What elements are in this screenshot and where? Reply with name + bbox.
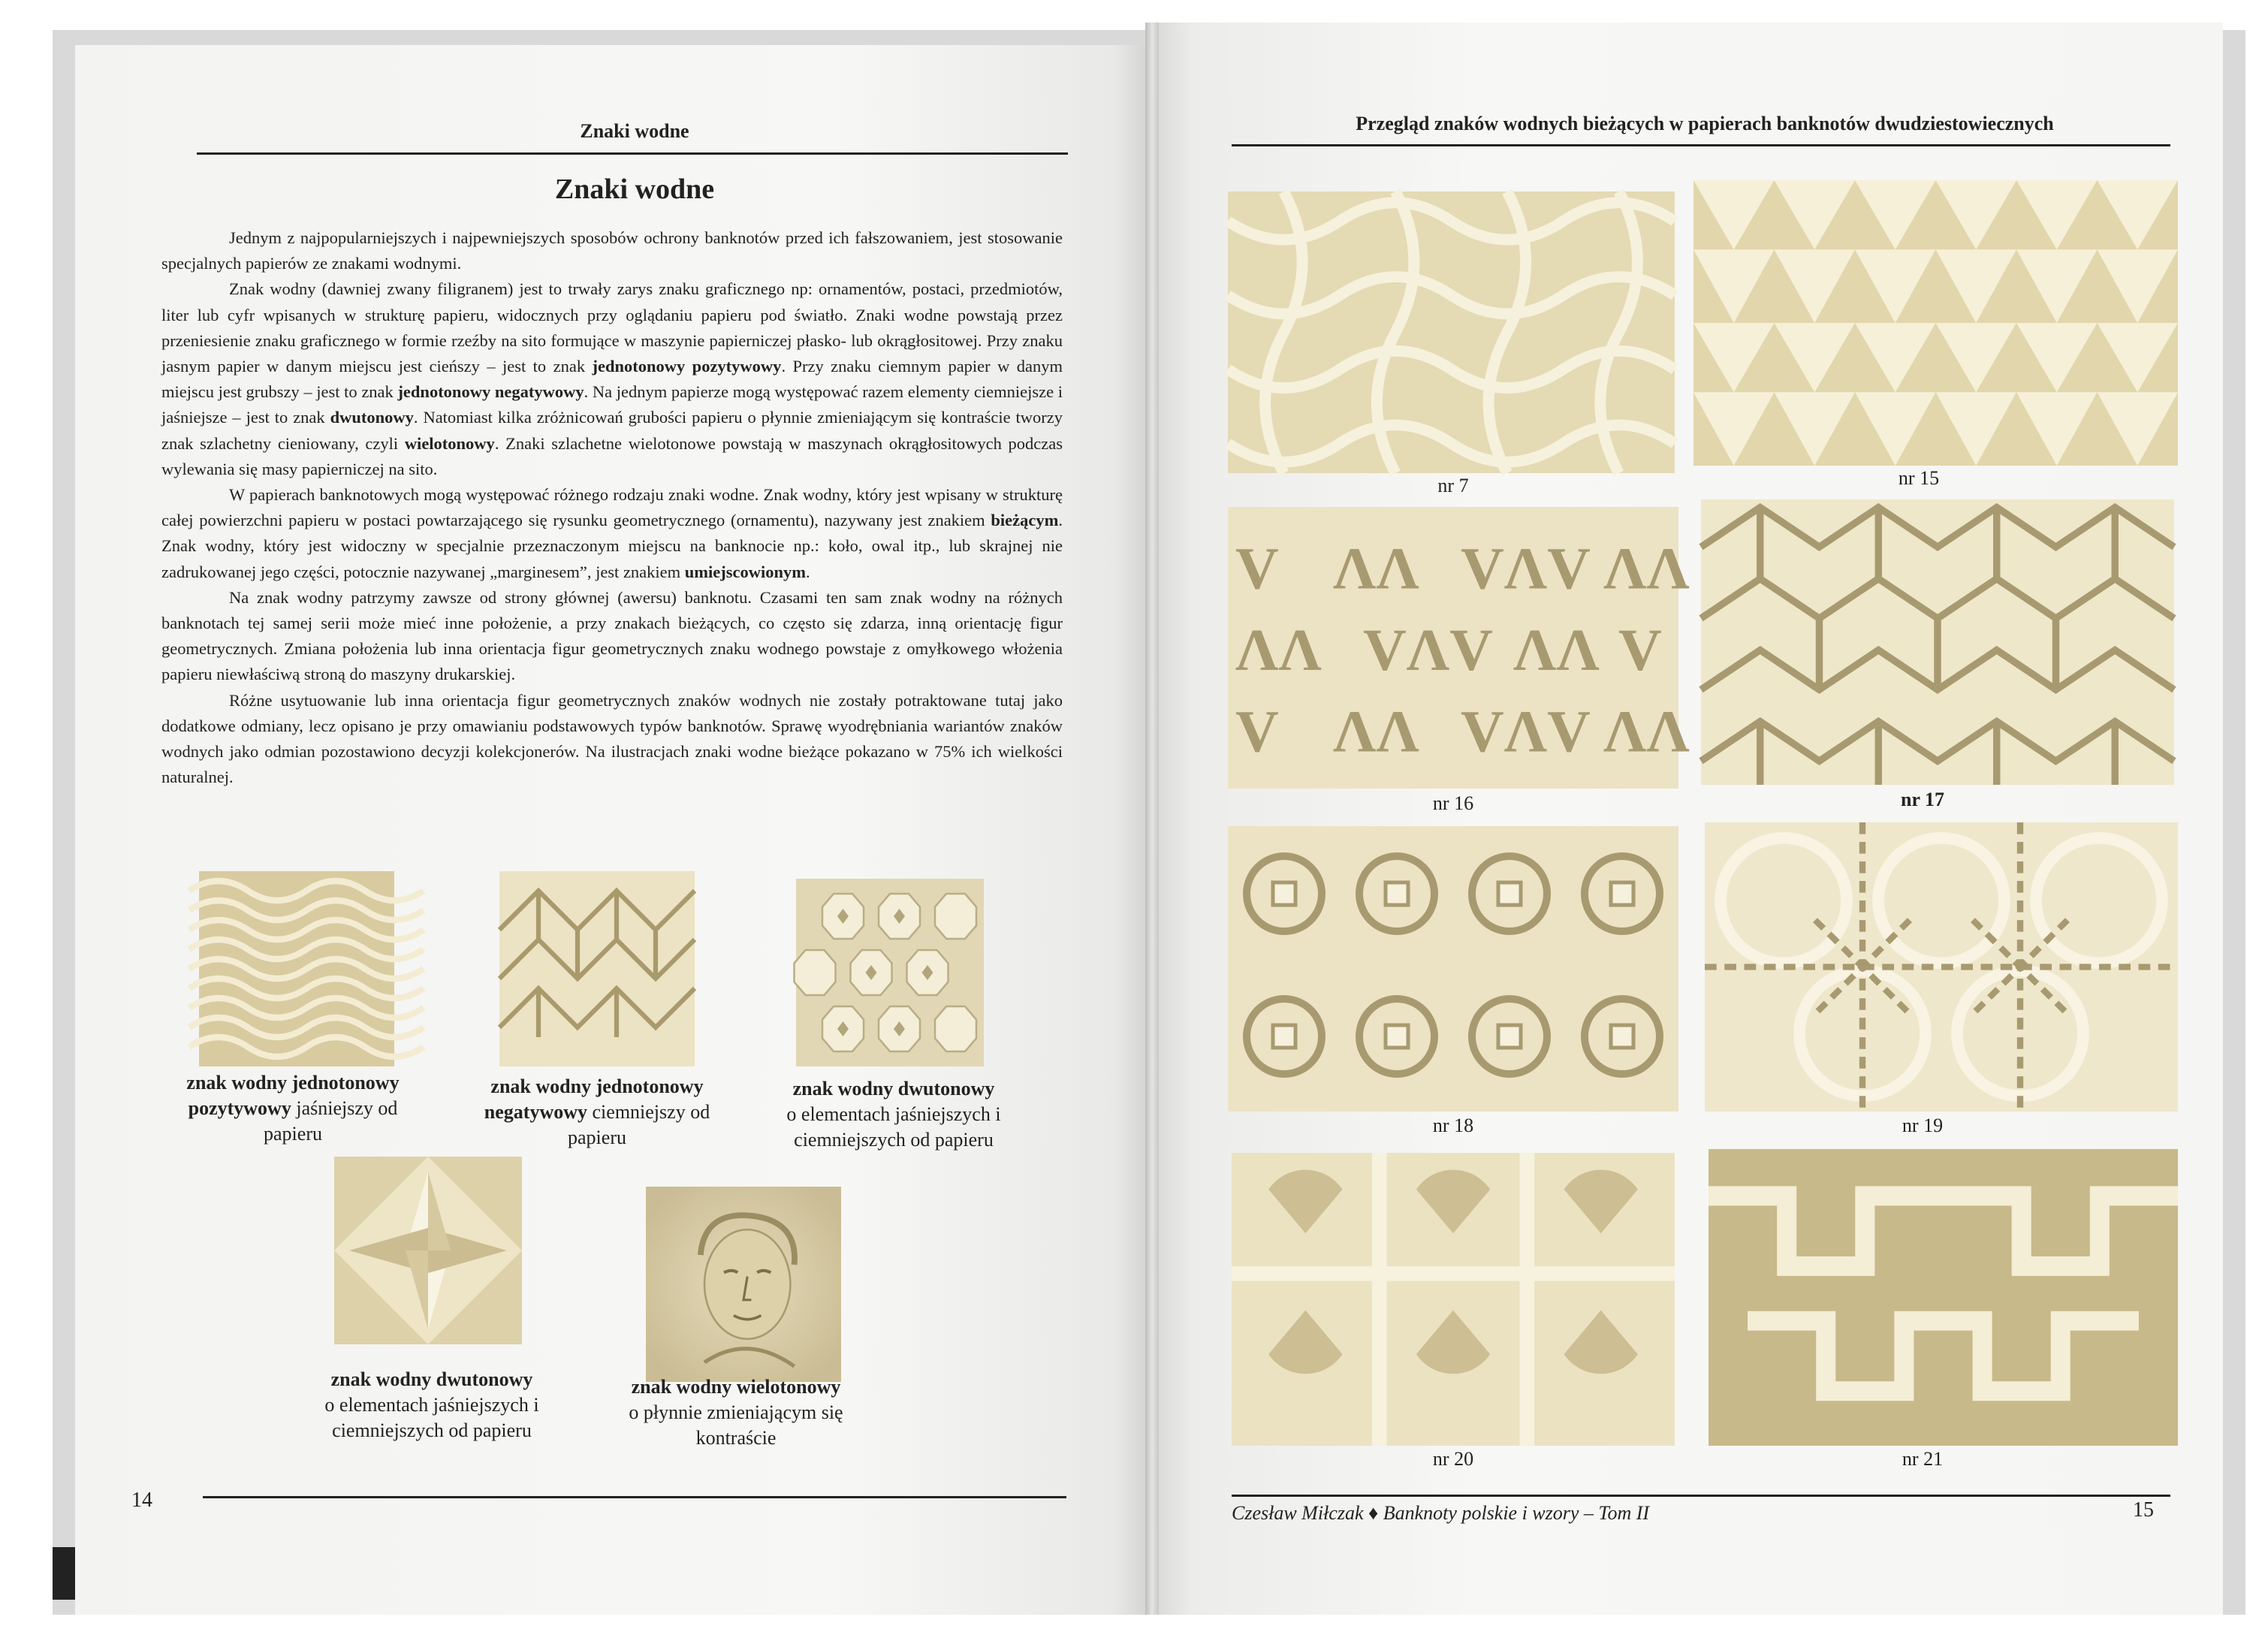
left-head-rule [197, 152, 1068, 155]
svg-text:VΛV: VΛV [1461, 699, 1591, 765]
svg-text:ΛΛ: ΛΛ [1603, 699, 1690, 765]
right-head-rule [1232, 144, 2170, 146]
book-spine [1145, 23, 1159, 1615]
tile-label-19: nr 19 [1902, 1115, 1944, 1136]
svg-text:V: V [1235, 699, 1279, 765]
body-text [161, 225, 1063, 790]
svg-text:ΛΛ: ΛΛ [1333, 536, 1419, 602]
watermark-tile-19 [1705, 822, 2178, 1112]
caption-multitone: znak wodny wielotonowy o płynnie zmieniającym się kontraście [629, 1376, 843, 1449]
body-paragraph: Jednym z najpopularniejszych i najpewniejszych sposobów ochrony banknotów przed ich fałszowaniem, jest stosowanie specjalnych papierów ze znakami wodnymi. [161, 228, 1063, 273]
left-page-number: 14 [131, 1489, 152, 1512]
svg-text:ΛΛ: ΛΛ [1333, 699, 1419, 765]
svg-text:VΛV: VΛV [1461, 536, 1591, 602]
svg-text:V: V [1618, 617, 1662, 683]
svg-text:ΛΛ: ΛΛ [1603, 536, 1690, 602]
emphasized-term: wielotonowy [404, 433, 495, 453]
tile-label-17: nr 17 [1900, 789, 1945, 810]
svg-text:V: V [1235, 536, 1279, 602]
right-footer-rule [1232, 1495, 2170, 1497]
svg-text:VΛV: VΛV [1363, 617, 1493, 683]
svg-text:ΛΛ: ΛΛ [1513, 617, 1600, 683]
body-paragraph: W papierach banknotowych mogą występować różnego rodzaju znaki wodne. Znak wodny, który jest wpisany w strukturę całej powierzchni papieru w postaci powtarzającego się rysunku geometrycznego (ornamentu), nazywany jest znakiem bieżącym. Znak wodny, który jest widoczny w specjalnie przeznaczonym miejscu na banknocie np.: koło, owal itp., lub skrajnej nie zadrukowanej jego części, potocznie nazywanej „marginesem”, jest znakiem umiejscowionym. [161, 485, 1063, 581]
right-running-head: Przegląd znaków wodnych bieżących w papierach banknotów dwudziestowiecznych [1356, 113, 2054, 134]
right-page-number: 15 [2133, 1498, 2154, 1522]
watermark-tile-15 [1693, 180, 2178, 466]
left-running-head: Znaki wodne [580, 120, 689, 142]
watermark-tile-17 [1701, 499, 2174, 785]
tile-label-18: nr 18 [1432, 1115, 1474, 1136]
body-paragraph: Znak wodny (dawniej zwany filigranem) jest to trwały zarys znaku graficznego np: ornamentów, postaci, przedmiotów, liter lub cyfr wpisanych w strukturę papieru, widocznych przy oglądaniu papieru pod światło. Znaki wodne powstają przez przeniesienie znaku graficznego w formie rzeźby na sito formujące w maszynie papierniczej płasko- lub okrągłositowej. Przy znaku jasnym papier w danym miejscu jest cieńszy – jest to znak jednotonowy pozytywowy. Przy znaku ciemnym papier w danym miejscu jest grubszy – jest to znak jednotonowy negatywowy. Na jednym papierze mogą występować razem elementy ciemniejsze i jaśniejsze – jest to znak dwutonowy. Natomiast kilka zróżnicowań grubości papieru o płynnie zmieniającym się kontraście tworzy znak szlachetny cieniowany, czyli wielotonowy. Znaki szlachetne wielotonowe powstają w maszynach okrągłositowych podczas wylewania się masy papierniczej na sito. [161, 279, 1063, 478]
watermark-tile-7 [1228, 192, 1675, 473]
page-title: Znaki wodne [554, 173, 715, 205]
tile-label-16: nr 16 [1432, 792, 1474, 814]
tile-label-15: nr 15 [1898, 467, 1940, 489]
watermark-tile-18 [1228, 826, 1678, 1112]
watermark-tile-16 [1228, 507, 1690, 789]
emphasized-term: jednotonowy pozytywowy [592, 357, 782, 376]
left-footer-rule [203, 1496, 1066, 1498]
svg-text:ΛΛ: ΛΛ [1235, 617, 1322, 683]
caption-twotone: znak wodny dwutonowy o elementach jaśniejszych i ciemniejszych od papieru [786, 1078, 1001, 1151]
watermark-sample-multitone-portrait [646, 1187, 841, 1382]
watermark-sample-twotone-star [334, 1157, 522, 1344]
emphasized-term: jednotonowy negatywowy [397, 382, 584, 402]
watermark-sample-positive [199, 871, 394, 1066]
caption-negative: znak wodny jednotonowy negatywowy ciemniejszy od papieru [484, 1075, 710, 1148]
body-paragraph: Różne usytuowanie lub inna orientacja figur geometrycznych znaków wodnych nie zostały potraktowane tutaj jako dodatkowe odmiany, lecz opisano je przy omawianiu podstawowych typów banknotów. Sprawę wyodrębniania wariantów znaków wodnych jako odmian pozostawiono decyzji kolekcjonerów. Na ilustracjach znaki wodne bieżące pokazano w 75% ich wielkości naturalnej. [161, 690, 1063, 787]
tile-label-20: nr 20 [1432, 1448, 1474, 1470]
watermark-tile-21 [1709, 1149, 2178, 1446]
emphasized-term: umiejscowionym [684, 562, 807, 581]
watermark-sample-twotone [796, 879, 984, 1066]
tile-label-7: nr 7 [1437, 475, 1469, 496]
caption-positive: znak wodny jednotonowy pozytywowy jaśniejszy od papieru [186, 1072, 400, 1145]
tile-label-21: nr 21 [1902, 1448, 1944, 1470]
watermark-sample-negative [499, 871, 695, 1066]
watermark-tile-20 [1232, 1153, 1675, 1446]
caption-twotone-2: znak wodny dwutonowy o elementach jaśniejszych i ciemniejszych od papieru [324, 1368, 539, 1441]
body-paragraph: Na znak wodny patrzymy zawsze od strony głównej (awersu) banknotu. Czasami ten sam znak wodny na różnych banknotach tej samej serii może mieć inne położenie, a przy znakach bieżących, co często się zdarza, inną orientację figur geometrycznych. Zmiana położenia lub inna orientacja figur geometrycznych znaku wodnego powstaje z omyłkowego włożenia papieru niewłaściwą stroną do maszyny drukarskiej. [161, 587, 1063, 684]
emphasized-term: bieżącym [991, 511, 1059, 530]
emphasized-term: dwutonowy [330, 408, 414, 427]
footer-credit: Czesław Miłczak ♦ Banknoty polskie i wzory – Tom II [1232, 1502, 1650, 1524]
